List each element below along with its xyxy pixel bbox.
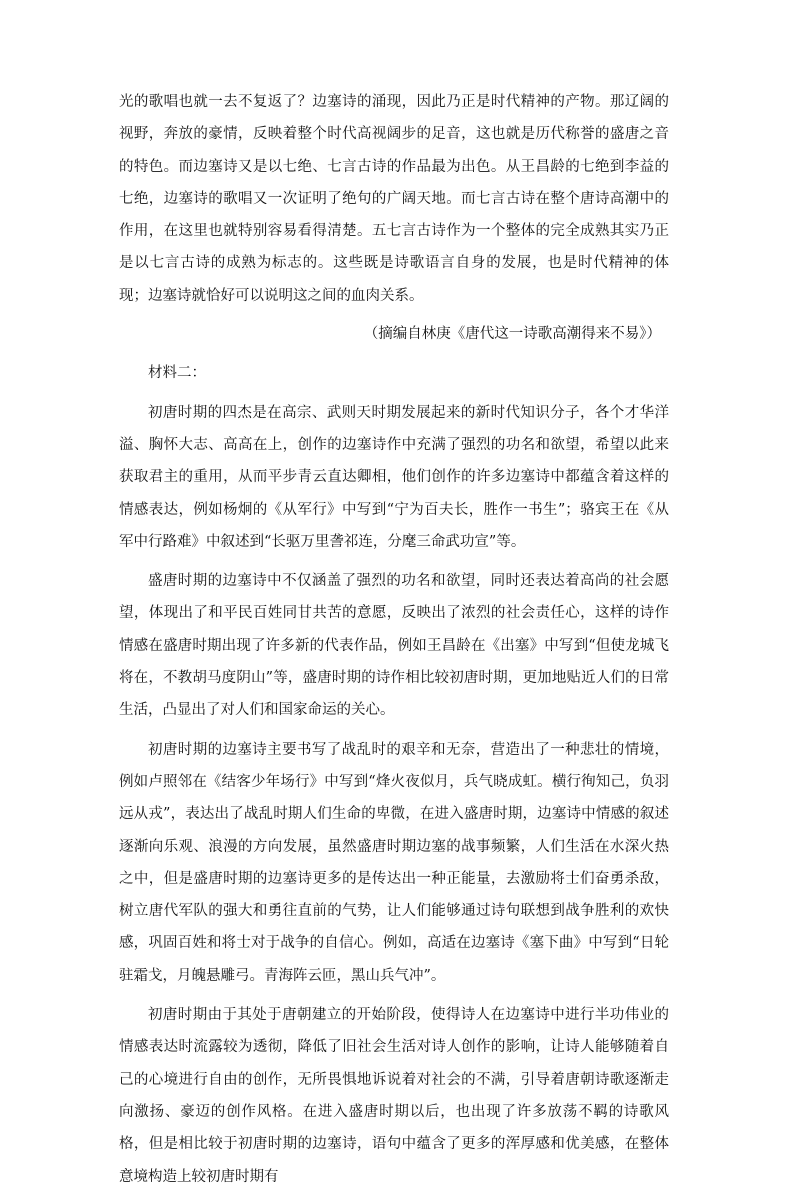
document-body xyxy=(119,86,669,1193)
source-citation: （摘编自林庚《唐代这一诗歌高潮得来不易》） xyxy=(363,326,661,343)
paragraph-high-tang: 盛唐时期的边塞诗中不仅涵盖了强烈的功名和欲望，同时还表达着高尚的社会愿望，体现出了和平民百姓同甘共苦的意愿，反映出了浓烈的社会责任心，这样的诗作情感在盛唐时期出现了许多新的代表作品，例如王昌龄在《出塞》中写到“但使龙城飞将在，不教胡马度阴山”等，盛唐时期的诗作相比较初唐时期，更加地贴近人们的日常生活，凸显出了对人们和国家命运的关心。 xyxy=(119,573,669,719)
paragraph-style-comparison: 初唐时期由于其处于唐朝建立的开始阶段，使得诗人在边塞诗中进行半功伟业的情感表达时流露较为透彻，降低了旧社会生活对诗人创作的影响，让诗人能够随着自己的心境进行自由的创作，无所畏惧地诉说着对社会的不满，引导着唐朝诗歌逐渐走向激扬、豪迈的创作风格。在进入盛唐时期以后，也出现了许多放荡不羁的诗歌风格，但是相比较于初唐时期的边塞诗，语句中蕴含了更多的浑厚感和优美感，在整体意境构造上较初唐时期有 xyxy=(119,1007,669,1185)
section-heading-material-two: 材料二： xyxy=(148,365,206,382)
paragraph-continued: 光的歌唱也就一去不复返了？边塞诗的涌现，因此乃正是时代精神的产物。那辽阔的视野，奔放的豪情，反映着整个时代高视阔步的足音，这也就是历代称誉的盛唐之音的特色。而边塞诗又是以七绝、七言古诗的作品最为出色。从王昌龄的七绝到李益的七绝，边塞诗的歌唱又一次证明了绝句的广阔天地。而七言古诗在整个唐诗高潮中的作用，在这里也就特别容易看得清楚。五七言古诗作为一个整体的完全成熟其实乃正是以七言古诗的成熟为标志的。这些既是诗歌语言自身的发展，也是时代精神的体现；边塞诗就恰好可以说明这之间的血肉关系。 xyxy=(119,94,669,304)
paragraph-early-tang: 初唐时期的四杰是在高宗、武则天时期发展起来的新时代知识分子，各个才华洋溢、胸怀大志、高高在上，创作的边塞诗作中充满了强烈的功名和欲望，希望以此来获取君主的重用，从而平步青云直达卿相，他们创作的许多边塞诗中都蕴含着这样的情感表达，例如杨炯的《从军行》中写到“宁为百夫长，胜作一书生”；骆宾王在《从军中行路难》中叙述到“长驱万里詟祁连，分麾三命武功宣”等。 xyxy=(119,404,669,550)
paragraph-war-themes: 初唐时期的边塞诗主要书写了战乱时的艰辛和无奈，营造出了一种悲壮的情境，例如卢照邻在《结客少年场行》中写到“烽火夜似月，兵气晓成虹。横行徇知己，负羽远从戎”，表达出了战乱时期人们生命的卑微，在进入盛唐时期，边塞诗中情感的叙述逐渐向乐观、浪漫的方向发展，虽然盛唐时期边塞的战事频繁，人们生活在水深火热之中，但是盛唐时期的边塞诗更多的是传达出一种正能量，去激励将士们奋勇杀敌，树立唐代军队的强大和勇往直前的气势，让人们能够通过诗句联想到战争胜利的欢快感，巩固百姓和将士对于战争的自信心。例如，高适在边塞诗《塞下曲》中写到“日轮驻霜戈，月魄悬雕弓。青海阵云匝，黑山兵气冲”。 xyxy=(119,741,669,984)
